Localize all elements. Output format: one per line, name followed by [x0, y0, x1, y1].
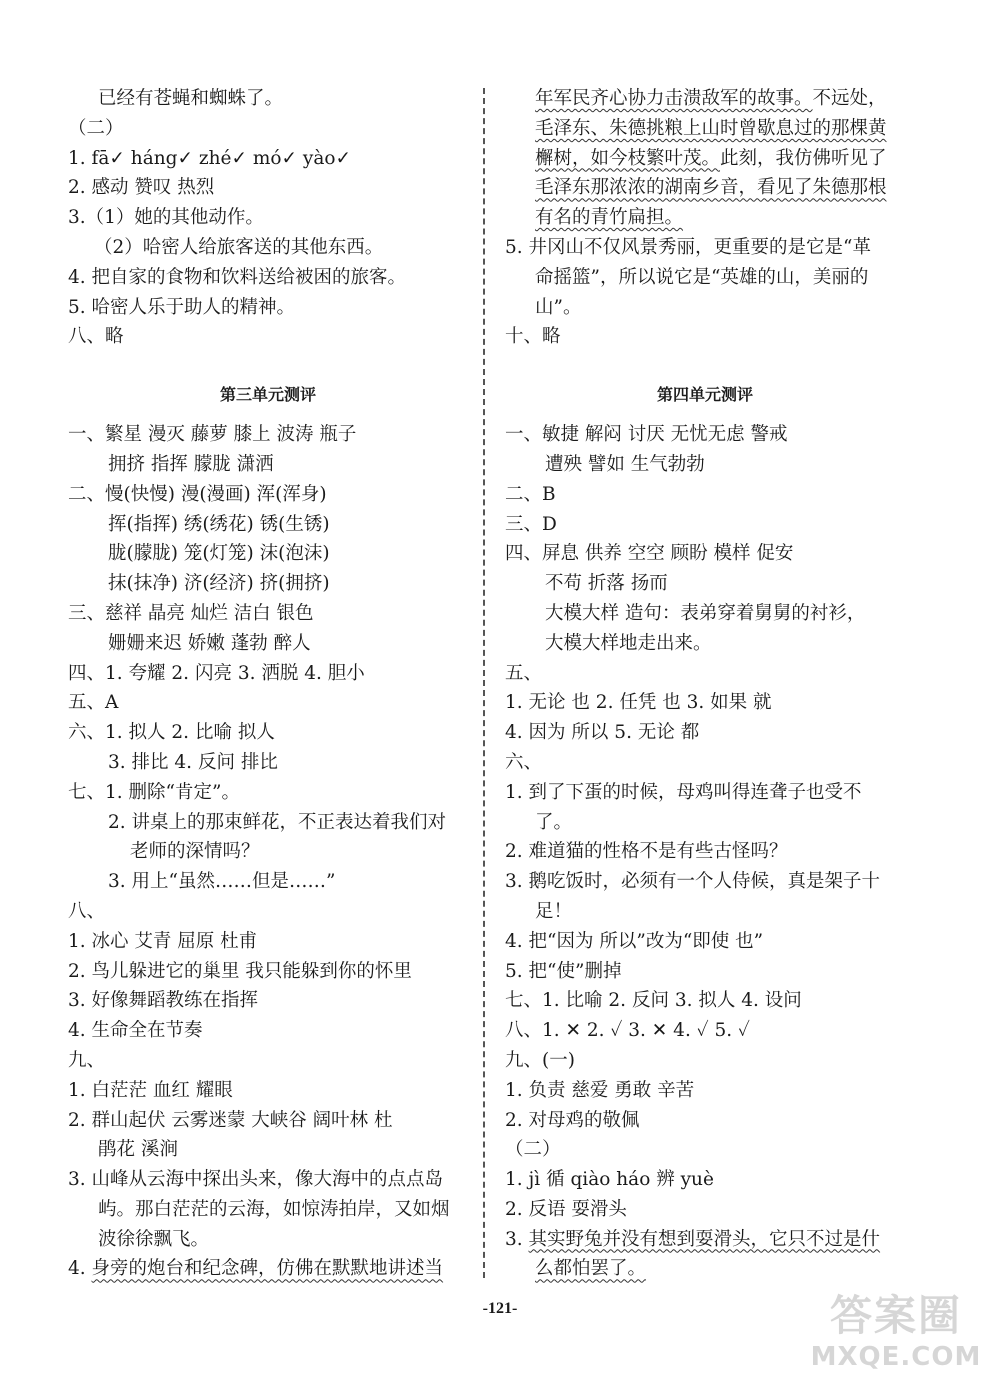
answer-text: 十、略 — [505, 326, 561, 348]
answer-text: 2. 对母鸡的敬佩 — [505, 1109, 640, 1131]
answer-text: 5. 井冈山不仅风景秀丽，更重要的是它是“革 — [505, 236, 871, 258]
answer-text: 一、繁星 漫灭 藤萝 膝上 波涛 瓶子 — [68, 424, 357, 446]
answer-line — [68, 510, 468, 540]
answer-text: 4. 因为 所以 5. 无论 都 — [505, 722, 700, 744]
section-title — [505, 370, 905, 420]
answer-text: 三、D — [505, 513, 557, 535]
answer-line — [68, 718, 468, 748]
answer-line — [505, 837, 905, 867]
answer-text: 1. 负责 慈爱 勇敢 辛苦 — [505, 1079, 695, 1101]
answer-line — [68, 263, 468, 293]
answer-line — [68, 748, 468, 778]
answer-text: 八、略 — [68, 326, 124, 348]
answer-text: 1. 白茫茫 血红 耀眼 — [68, 1079, 233, 1101]
answer-line — [68, 688, 468, 718]
underlined-text: 毛泽东那浓浓的湖南乡音，看见了朱德那根 — [535, 177, 887, 199]
answer-line — [505, 1016, 905, 1046]
answer-line — [68, 1195, 468, 1225]
answer-line — [505, 293, 905, 323]
answer-line — [68, 778, 468, 808]
answer-line — [505, 144, 905, 174]
answer-text: 4. 生命全在节奏 — [68, 1020, 203, 1042]
answer-line — [68, 322, 468, 352]
answer-line — [68, 957, 468, 987]
answer-text: 2. 群山起伏 云雾迷蒙 大峡谷 阔叶林 杜 — [68, 1109, 393, 1131]
answer-line — [68, 1076, 468, 1106]
underlined-text: 年军民齐心协力击溃敌军的故事。 — [535, 88, 813, 109]
answer-text: 大模大样地走出来。 — [545, 632, 712, 654]
answer-line — [505, 203, 905, 233]
answer-text: 七、1. 删除“肯定”。 — [68, 781, 240, 803]
page-number: -121- — [482, 1300, 518, 1317]
answer-line — [68, 480, 468, 510]
answer-line — [68, 539, 468, 569]
answer-line — [68, 144, 468, 174]
answer-text: 2. 鸟儿躲进它的巢里 我只能躲到你的怀里 — [68, 960, 412, 982]
answer-text: 足！ — [535, 900, 573, 922]
answer-text: 大模大样 造句：表弟穿着舅舅的衬衫， — [545, 602, 866, 624]
answer-line — [505, 986, 905, 1016]
answer-line — [505, 599, 905, 629]
answer-line — [505, 173, 905, 203]
answer-line — [505, 778, 905, 808]
answer-line — [68, 114, 468, 144]
answer-line — [505, 510, 905, 540]
answer-text: （2）哈密人给旅客送的其他东西。 — [94, 236, 384, 258]
answer-text: 鹃花 溪涧 — [98, 1139, 178, 1161]
underlined-text: 有名的青竹扁担。 — [535, 207, 684, 229]
answer-text-tail: 此刻，我仿佛听见了 — [720, 147, 887, 169]
answer-text: 八、1. ✕ 2. ✓ 3. ✕ 4. ✓ 5. ✓ — [505, 1020, 750, 1042]
answer-text: 九、 — [68, 1049, 106, 1071]
answer-line — [68, 1016, 468, 1046]
answer-text: 1. 到了下蛋的时候，母鸡叫得连聋子也受不 — [505, 781, 862, 803]
answer-line — [68, 450, 468, 480]
answer-text: 2. 感动 赞叹 热烈 — [68, 177, 215, 199]
answer-line — [505, 1135, 905, 1165]
answer-text: 1. 冰心 艾青 屈原 杜甫 — [68, 930, 258, 952]
answer-text: 已经有苍蝇和蜘蛛了。 — [98, 88, 284, 109]
answer-line — [68, 203, 468, 233]
underlined-text: 身旁的炮台和纪念碑，仿佛在默默地讲述当 — [91, 1258, 444, 1280]
answer-line — [68, 1165, 468, 1195]
answer-line — [68, 986, 468, 1016]
answer-text: 3. 好像舞蹈教练在指挥 — [68, 990, 259, 1012]
answer-text: 4. 把自家的食物和饮料送给被困的旅客。 — [68, 266, 407, 288]
answer-text: 遭殃 譬如 生气勃勃 — [545, 453, 705, 475]
answer-line — [68, 84, 468, 114]
answer-line — [505, 233, 905, 263]
answer-line — [68, 599, 468, 629]
column-divider — [483, 88, 485, 1278]
answer-line — [505, 659, 905, 689]
answer-line — [68, 293, 468, 323]
spacer — [505, 352, 905, 370]
answer-line — [505, 450, 905, 480]
answer-text: 姗姗来迟 娇嫩 蓬勃 醉人 — [108, 632, 311, 654]
answer-text: 5. 哈密人乐于助人的精神。 — [68, 296, 296, 318]
answer-line — [505, 114, 905, 144]
watermark-url: MXQE.COM — [810, 1342, 982, 1372]
answer-line — [68, 808, 468, 838]
answer-text: 七、1. 比喻 2. 反问 3. 拟人 4. 设问 — [505, 990, 802, 1012]
answer-line — [68, 1254, 468, 1284]
answer-text: 了。 — [535, 811, 573, 833]
answer-text: 屿。那白茫茫的云海，如惊涛拍岸，又如烟 — [98, 1198, 450, 1220]
answer-line — [68, 1046, 468, 1076]
answer-line — [505, 263, 905, 293]
answer-text: 1. 无论 也 2. 任凭 也 3. 如果 就 — [505, 692, 772, 714]
answer-line — [68, 629, 468, 659]
answer-line — [505, 1254, 905, 1284]
answer-text: 2. 反语 耍滑头 — [505, 1198, 627, 1220]
answer-line — [505, 748, 905, 778]
answer-text: 胧(朦胧) 笼(灯笼) 沫(泡沫) — [108, 543, 330, 565]
answer-line — [505, 1165, 905, 1195]
answer-text: 2. 讲桌上的那束鲜花，不正表达着我们对 — [108, 811, 447, 833]
answer-line — [505, 1225, 905, 1255]
answer-line — [68, 1225, 468, 1255]
answer-text: 三、慈祥 晶亮 灿烂 洁白 银色 — [68, 602, 314, 624]
answer-text: （二） — [68, 117, 124, 139]
answer-text: 抹(抹净) 济(经济) 挤(拥挤) — [108, 573, 330, 595]
answer-text: （二） — [505, 1139, 561, 1161]
answer-line — [68, 837, 468, 867]
answer-line — [68, 659, 468, 689]
answer-line — [68, 897, 468, 927]
answer-line — [505, 718, 905, 748]
watermark-logo — [800, 1290, 992, 1380]
answer-line — [505, 420, 905, 450]
answer-line — [505, 84, 905, 114]
answer-text: 命摇篮”，所以说它是“英雄的山，美丽的 — [535, 266, 869, 288]
answer-line — [68, 233, 468, 263]
answer-line — [505, 688, 905, 718]
answer-text: 拥挤 指挥 朦胧 潇洒 — [108, 453, 274, 475]
answer-line — [68, 173, 468, 203]
answer-text: 波徐徐飘飞。 — [98, 1228, 210, 1250]
answer-line — [68, 867, 468, 897]
underlined-text: 其实野兔并没有想到耍滑头，它只不过是什 — [528, 1228, 881, 1250]
answer-line — [68, 569, 468, 599]
section-title — [68, 370, 468, 420]
answer-text: 3. 用上“虽然……但是……” — [108, 871, 336, 893]
answer-text: 二、B — [505, 483, 556, 505]
answer-text: 挥(指挥) 绣(绣花) 锈(生锈) — [108, 513, 330, 535]
answer-text: 3. — [505, 1228, 529, 1250]
answer-line — [505, 927, 905, 957]
underlined-text: 檞树，如今枝繁叶茂。 — [535, 147, 721, 169]
answer-line — [68, 927, 468, 957]
answer-text: 4. — [68, 1258, 92, 1280]
answer-text: 五、A — [68, 692, 119, 714]
answer-line — [68, 1106, 468, 1136]
answer-line — [505, 539, 905, 569]
answer-line — [505, 808, 905, 838]
answer-line — [505, 957, 905, 987]
answer-text: 四、屏息 供养 空空 顾盼 模样 促安 — [505, 543, 794, 565]
answer-text: 1. jì 循 qiào háo 辨 yuè — [505, 1169, 714, 1191]
answer-line — [505, 1195, 905, 1225]
answer-text: 第三单元测评 — [219, 385, 316, 405]
answer-text: 第四单元测评 — [656, 385, 753, 405]
answer-text: 四、1. 夸耀 2. 闪亮 3. 洒脱 4. 胆小 — [68, 662, 365, 684]
answer-text: 3.（1）她的其他动作。 — [68, 207, 264, 229]
answer-text: 3. 排比 4. 反问 排比 — [108, 751, 278, 773]
answer-text: 五、 — [505, 662, 543, 684]
answer-text: 5. 把“使”删掉 — [505, 960, 622, 982]
answer-text: 1. fā✓ háng✓ zhé✓ mó✓ yào✓ — [68, 147, 352, 169]
answer-text: 4. 把“因为 所以”改为“即使 也” — [505, 930, 764, 952]
answer-text: 2. 难道猫的性格不是有些古怪吗？ — [505, 841, 788, 863]
answer-text-tail: 不远处， — [812, 88, 887, 109]
answer-text: 八、 — [68, 900, 106, 922]
underlined-text: 么都怕罢了。 — [535, 1258, 647, 1280]
answer-line — [68, 420, 468, 450]
answer-text: 六、 — [505, 751, 543, 773]
answer-line — [505, 322, 905, 352]
answer-line — [505, 629, 905, 659]
answer-text: 山”。 — [535, 296, 582, 318]
answer-line — [505, 867, 905, 897]
answer-text: 老师的深情吗？ — [130, 841, 260, 863]
answer-line — [505, 480, 905, 510]
answer-line — [505, 569, 905, 599]
left-column — [68, 84, 468, 1284]
answer-text: 二、慢(快慢) 漫(漫画) 浑(浑身) — [68, 483, 327, 505]
answer-line — [505, 1106, 905, 1136]
watermark-title: 答案圈 — [829, 1291, 962, 1340]
answer-text: 九、(一) — [505, 1049, 575, 1071]
answer-line — [505, 1046, 905, 1076]
answer-text: 3. 山峰从云海中探出头来，像大海中的点点岛 — [68, 1169, 444, 1191]
answer-text: 六、1. 拟人 2. 比喻 拟人 — [68, 722, 275, 744]
answer-text: 不苟 折落 扬而 — [545, 573, 668, 595]
answer-line — [505, 897, 905, 927]
underlined-text: 毛泽东、朱德挑粮上山时曾歇息过的那棵黄 — [535, 117, 887, 139]
right-column — [505, 84, 905, 1284]
spacer — [68, 352, 468, 370]
answer-line — [505, 1076, 905, 1106]
answer-text: 一、敏捷 解闷 讨厌 无忧无虑 警戒 — [505, 424, 788, 446]
answer-line — [68, 1135, 468, 1165]
answer-text: 3. 鹅吃饭时，必须有一个人侍候，真是架子十 — [505, 871, 881, 893]
